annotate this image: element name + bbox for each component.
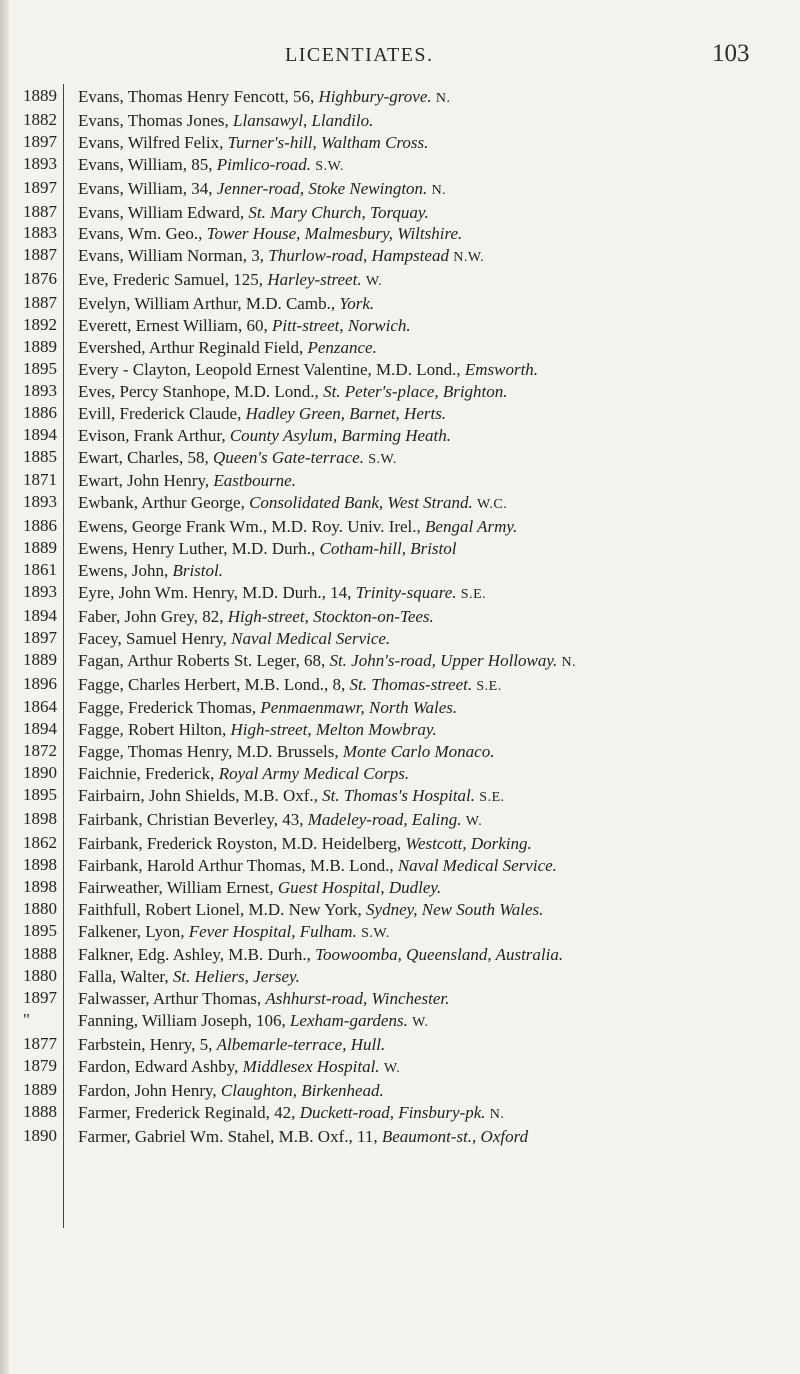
directory-entry xyxy=(0,223,800,245)
entry-address: Queen's Gate-terrace. xyxy=(213,447,364,467)
directory-entry xyxy=(0,719,800,741)
directory-entry xyxy=(0,132,800,154)
entry-name: Farmer, Frederick Reginald, 42, xyxy=(78,1102,296,1122)
entry-name: Evans, Thomas Henry Fencott, 56, xyxy=(78,87,315,106)
entry-name: Fairbank, Christian Beverley, 43, xyxy=(78,810,304,829)
entry-address: Consolidated Bank, West Strand. xyxy=(249,493,473,513)
entry-address: Pimlico-road. xyxy=(216,154,312,174)
entry-name: Fairbairn, John Shields, M.B. Oxf., xyxy=(78,786,318,806)
entry-name: Farmer, Gabriel Wm. Stahel, M.B. Oxf., 11, xyxy=(78,1126,378,1146)
entry-text xyxy=(78,1056,800,1080)
entry-name: Fagge, Robert Hilton, xyxy=(78,720,227,740)
entry-address: Pitt-street, Norwich. xyxy=(271,316,411,336)
entry-text xyxy=(78,110,800,132)
entry-address: Naval Medical Service. xyxy=(231,628,391,648)
entry-address: Jenner-road, Stoke Newington. xyxy=(216,178,428,198)
entry-year: " xyxy=(23,1010,30,1030)
entry-postal-district: W. xyxy=(465,814,483,829)
directory-entry xyxy=(0,154,800,178)
entry-year: 1879 xyxy=(23,1055,57,1075)
entry-name: Evison, Frank Arthur, xyxy=(78,425,226,445)
entry-year: 1896 xyxy=(23,673,57,693)
entry-postal-district: S.W. xyxy=(361,925,390,941)
entry-name: Fairweather, William Ernest, xyxy=(78,877,274,897)
directory-entry xyxy=(0,1080,800,1102)
entry-name: Facey, Samuel Henry, xyxy=(78,628,227,648)
directory-entry xyxy=(0,492,800,516)
entry-postal-district: S.E. xyxy=(479,790,505,806)
entry-address: Llansawyl, Llandilo. xyxy=(233,110,374,130)
entry-address: Penmaenmawr, North Wales. xyxy=(260,698,458,718)
directory-entry xyxy=(0,425,800,447)
directory-entry xyxy=(0,359,800,381)
entry-address: Eastbourne. xyxy=(213,471,296,491)
directory-entry xyxy=(0,1056,800,1080)
entry-name: Faichnie, Frederick, xyxy=(78,764,215,784)
directory-entry xyxy=(0,403,800,425)
entry-year: 1880 xyxy=(23,966,57,986)
entry-year: 1887 xyxy=(23,245,57,265)
entry-text xyxy=(78,674,800,698)
entry-name: Ewens, George Frank Wm., M.D. Roy. Univ. Irel., xyxy=(78,517,421,537)
entry-name: Fairbank, Frederick Royston, M.D. Heidelberg, xyxy=(78,833,402,853)
entry-postal-district: W. xyxy=(365,274,383,290)
entry-text xyxy=(78,606,800,628)
entry-text xyxy=(78,1034,800,1056)
entry-text xyxy=(78,202,800,224)
entry-text xyxy=(78,877,800,899)
entry-name: Fardon, Edward Ashby, xyxy=(78,1056,239,1076)
entry-name: Evans, William Norman, 3, xyxy=(78,246,264,266)
entry-name: Fagge, Frederick Thomas, xyxy=(78,698,257,718)
entry-text xyxy=(78,697,800,719)
entry-postal-district: N.W. xyxy=(453,250,485,266)
entry-postal-district: N. xyxy=(431,182,447,198)
entry-name: Ewbank, Arthur George, xyxy=(78,493,245,513)
entry-name: Ewens, Henry Luther, M.D. Durh., xyxy=(78,539,316,559)
entry-year: 1893 xyxy=(23,380,57,400)
directory-entry xyxy=(0,269,800,293)
entry-year: 1886 xyxy=(23,516,57,536)
entry-address: Middlesex Hospital. xyxy=(242,1056,380,1076)
entry-address: Penzance. xyxy=(307,337,377,357)
entry-text xyxy=(78,944,800,966)
entry-text xyxy=(78,785,800,809)
directory-entry xyxy=(0,833,800,855)
entry-year: 1889 xyxy=(23,649,57,669)
entry-year: 1893 xyxy=(23,581,57,601)
entry-text xyxy=(78,741,800,763)
entry-year: 1883 xyxy=(23,223,57,243)
entry-name: Fairbank, Harold Arthur Thomas, M.B. Lond., xyxy=(78,855,394,875)
directory-entry xyxy=(0,650,800,674)
entry-name: Evill, Frederick Claude, xyxy=(78,403,242,423)
directory-entry xyxy=(0,628,800,650)
entry-address: York. xyxy=(339,294,375,314)
entry-address: Tower House, Malmesbury, Wiltshire. xyxy=(206,224,463,244)
entry-text xyxy=(78,899,800,921)
entry-year: 1898 xyxy=(23,809,57,828)
entry-postal-district: W. xyxy=(412,1015,429,1031)
entry-name: Fanning, William Joseph, 106, xyxy=(78,1011,286,1031)
entry-year: 1888 xyxy=(23,1101,57,1121)
entry-address: Trinity-square. xyxy=(355,582,457,602)
directory-entry xyxy=(0,944,800,966)
entry-year: 1895 xyxy=(23,358,57,378)
directory-entry xyxy=(0,899,800,921)
entry-text xyxy=(78,1080,800,1102)
entry-address: High-street, Melton Mowbray. xyxy=(230,720,437,740)
entry-year: 1872 xyxy=(23,741,57,761)
directory-entry xyxy=(0,921,800,945)
entry-year: 1898 xyxy=(23,854,57,874)
entry-year: 1898 xyxy=(23,876,57,896)
directory-entry xyxy=(0,1126,800,1148)
entry-text xyxy=(78,403,800,425)
entry-year: 1897 xyxy=(23,131,57,151)
entry-text xyxy=(78,1126,800,1148)
entry-text xyxy=(78,966,800,988)
entry-year: 1888 xyxy=(23,944,57,964)
entry-name: Evans, William, 34, xyxy=(78,178,213,198)
entry-year: 1862 xyxy=(23,832,57,852)
entry-year: 1880 xyxy=(23,898,57,918)
directory-entry xyxy=(0,86,800,110)
entry-address: Fever Hospital, Fulham. xyxy=(188,921,357,941)
entry-year: 1893 xyxy=(23,153,57,173)
directory-entry xyxy=(0,110,800,132)
entry-year: 1871 xyxy=(23,470,57,490)
entry-name: Evelyn, William Arthur, M.D. Camb., xyxy=(78,294,336,314)
directory-entry xyxy=(0,337,800,359)
directory-entry xyxy=(0,560,800,582)
entry-address: Westcott, Dorking. xyxy=(405,833,532,853)
entry-text xyxy=(78,154,800,178)
directory-entry xyxy=(0,315,800,337)
entry-postal-district: S.W. xyxy=(315,158,345,174)
page-header xyxy=(0,40,800,72)
entry-name: Fagge, Thomas Henry, M.D. Brussels, xyxy=(78,742,339,762)
directory-entry xyxy=(0,245,800,269)
directory-entry xyxy=(0,1102,800,1126)
entry-year: 1889 xyxy=(23,86,57,105)
entry-name: Ewart, Charles, 58, xyxy=(78,447,209,467)
entry-year: 1885 xyxy=(23,446,57,466)
entry-name: Farbstein, Henry, 5, xyxy=(78,1035,213,1055)
directory-entry xyxy=(0,538,800,560)
entry-name: Everett, Ernest William, 60, xyxy=(78,316,268,336)
entry-address: Albemarle-terrace, Hull. xyxy=(216,1035,386,1055)
directory-entry xyxy=(0,447,800,471)
entry-text xyxy=(78,560,800,582)
entry-address: Emsworth. xyxy=(464,359,539,379)
entry-year: 1892 xyxy=(23,315,57,335)
entry-year: 1864 xyxy=(23,697,57,717)
entry-address: County Asylum, Barming Heath. xyxy=(229,425,451,445)
entry-name: Evershed, Arthur Reginald Field, xyxy=(78,337,304,357)
entry-postal-district: S.E. xyxy=(460,586,487,602)
entry-name: Evans, Wilfred Felix, xyxy=(78,132,224,152)
entry-text xyxy=(78,988,800,1010)
entry-address: Duckett-road, Finsbury-pk. xyxy=(299,1102,486,1122)
entry-name: Eyre, John Wm. Henry, M.D. Durh., 14, xyxy=(78,582,352,602)
entry-year: 1890 xyxy=(23,1125,57,1145)
entry-text xyxy=(78,269,800,293)
directory-entry xyxy=(0,1010,800,1034)
entry-address: Monte Carlo Monaco. xyxy=(342,742,495,762)
directory-entry xyxy=(0,674,800,698)
directory-entry xyxy=(0,697,800,719)
entry-address: Claughton, Birkenhead. xyxy=(220,1080,384,1100)
entry-text xyxy=(78,650,800,674)
entry-postal-district: N. xyxy=(489,1106,505,1122)
entry-text xyxy=(78,132,800,154)
entry-name: Falkner, Edg. Ashley, M.B. Durh., xyxy=(78,945,311,965)
directory-entry xyxy=(0,785,800,809)
entry-address: Ashhurst-road, Winchester. xyxy=(265,989,450,1009)
entry-text xyxy=(78,833,800,855)
entry-text xyxy=(78,447,800,471)
entry-year: 1876 xyxy=(23,269,57,289)
entry-text xyxy=(78,1102,800,1126)
entry-address: Beaumont-st., Oxford xyxy=(381,1126,529,1146)
entry-name: Evans, William, 85, xyxy=(78,154,213,174)
entry-address: Thurlow-road, Hampstead xyxy=(268,246,449,266)
entry-year: 1861 xyxy=(23,560,57,580)
entry-text xyxy=(78,516,800,538)
entry-text xyxy=(78,628,800,650)
entry-text xyxy=(78,582,800,606)
entry-text xyxy=(78,178,800,202)
entry-year: 1897 xyxy=(23,177,57,197)
entry-name: Eves, Percy Stanhope, M.D. Lond., xyxy=(78,381,319,401)
entry-address: St. Thomas-street. xyxy=(349,674,473,694)
directory-entry xyxy=(0,516,800,538)
entry-name: Fardon, John Henry, xyxy=(78,1080,217,1100)
entry-postal-district: S.E. xyxy=(476,678,502,694)
directory-entry xyxy=(0,470,800,492)
entry-address: Bengal Army. xyxy=(425,517,518,537)
entry-address: Naval Medical Service. xyxy=(397,855,557,875)
entry-name: Ewens, John, xyxy=(78,561,169,581)
entry-text xyxy=(78,337,800,359)
entry-year: 1895 xyxy=(23,785,57,805)
entry-year: 1890 xyxy=(23,763,57,783)
entry-year: 1889 xyxy=(23,538,57,558)
entry-year: 1894 xyxy=(23,719,57,739)
entry-year: 1897 xyxy=(23,627,57,647)
entry-postal-district: N. xyxy=(561,654,577,670)
entry-address: Guest Hospital, Dudley. xyxy=(277,877,442,897)
page-number: 103 xyxy=(712,40,750,67)
entry-address: Harley-street. xyxy=(267,270,362,290)
running-title: LICENTIATES. xyxy=(285,44,434,66)
entry-text xyxy=(78,809,800,833)
entry-year: 1887 xyxy=(23,201,57,221)
entry-name: Falla, Walter, xyxy=(78,967,169,987)
entry-year: 1877 xyxy=(23,1034,57,1054)
entry-address: Hadley Green, Barnet, Herts. xyxy=(245,403,447,423)
entry-name: Fagge, Charles Herbert, M.B. Lond., 8, xyxy=(78,674,346,694)
entry-name: Faithfull, Robert Lionel, M.D. New York, xyxy=(78,899,362,919)
entry-text xyxy=(78,315,800,337)
entry-text xyxy=(78,538,800,560)
entry-year: 1889 xyxy=(23,336,57,356)
entry-address: St. Thomas's Hospital. xyxy=(322,786,476,806)
entry-address: Madeley-road, Ealing. xyxy=(307,810,462,829)
entry-text xyxy=(78,359,800,381)
entry-list xyxy=(0,86,800,1148)
entry-name: Faber, John Grey, 82, xyxy=(78,606,224,626)
directory-entry xyxy=(0,178,800,202)
entry-name: Fagan, Arthur Roberts St. Leger, 68, xyxy=(78,650,326,670)
entry-address: Sydney, New South Wales. xyxy=(366,899,544,919)
entry-address: St. Mary Church, Torquay. xyxy=(248,202,429,222)
entry-text xyxy=(78,1010,800,1034)
entry-text xyxy=(78,245,800,269)
entry-address: Turner's-hill, Waltham Cross. xyxy=(227,132,429,152)
entry-text xyxy=(78,425,800,447)
entry-address: High-street, Stockton-on-Tees. xyxy=(227,606,434,626)
entry-address: Bristol. xyxy=(172,561,223,581)
entry-address: Toowoomba, Queensland, Australia. xyxy=(315,945,564,965)
entry-address: Lexham-gardens. xyxy=(289,1011,408,1031)
entry-year: 1893 xyxy=(23,492,57,512)
entry-text xyxy=(78,492,800,516)
entry-postal-district: N. xyxy=(435,91,451,106)
entry-name: Every - Clayton, Leopold Ernest Valentine, M.D. Lond., xyxy=(78,359,461,379)
entry-name: Eve, Frederic Samuel, 125, xyxy=(78,270,264,290)
entry-name: Evans, Thomas Jones, xyxy=(78,110,229,130)
entry-name: Ewart, John Henry, xyxy=(78,471,210,491)
entry-year: 1882 xyxy=(23,109,57,129)
directory-entry xyxy=(0,809,800,833)
directory-entry xyxy=(0,293,800,315)
directory-entry xyxy=(0,988,800,1010)
entry-postal-district: S.W. xyxy=(368,451,397,467)
entry-name: Falkener, Lyon, xyxy=(78,921,185,941)
entry-year: 1886 xyxy=(23,402,57,422)
directory-entry xyxy=(0,606,800,628)
directory-entry xyxy=(0,202,800,224)
directory-entry xyxy=(0,741,800,763)
entry-text xyxy=(78,293,800,315)
entry-year: 1894 xyxy=(23,424,57,444)
entry-text xyxy=(78,855,800,877)
entry-address: St. John's-road, Upper Holloway. xyxy=(329,650,558,670)
entry-text xyxy=(78,763,800,785)
directory-entry xyxy=(0,855,800,877)
entry-name: Evans, Wm. Geo., xyxy=(78,224,203,244)
entry-year: 1895 xyxy=(23,920,57,940)
entry-text xyxy=(78,719,800,741)
entry-postal-district: W.C. xyxy=(477,497,508,513)
entry-address: St. Heliers, Jersey. xyxy=(172,967,300,987)
entry-postal-district: W. xyxy=(383,1060,401,1076)
entry-address: Highbury-grove. xyxy=(318,87,432,106)
entry-text xyxy=(78,921,800,945)
directory-entry xyxy=(0,582,800,606)
entry-text xyxy=(78,86,800,110)
entry-address: Cotham-hill, Bristol xyxy=(319,539,457,559)
entry-year: 1894 xyxy=(23,605,57,625)
entry-year: 1897 xyxy=(23,988,57,1008)
entry-text xyxy=(78,223,800,245)
entry-year: 1887 xyxy=(23,293,57,313)
entry-name: Falwasser, Arthur Thomas, xyxy=(78,989,262,1009)
directory-entry xyxy=(0,381,800,403)
entry-name: Evans, William Edward, xyxy=(78,202,245,222)
directory-entry xyxy=(0,877,800,899)
entry-address: Royal Army Medical Corps. xyxy=(218,764,410,784)
entry-text xyxy=(78,470,800,492)
entry-text xyxy=(78,381,800,403)
directory-entry xyxy=(0,763,800,785)
directory-entry xyxy=(0,1034,800,1056)
entry-year: 1889 xyxy=(23,1079,57,1099)
entry-address: St. Peter's-place, Brighton. xyxy=(323,381,508,401)
directory-entry xyxy=(0,966,800,988)
